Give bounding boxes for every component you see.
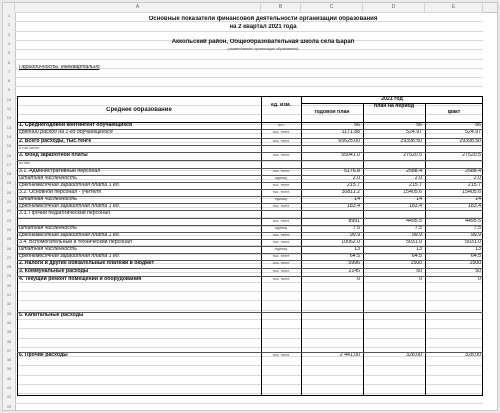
cell-plan-period[interactable]: 99.9 bbox=[411, 233, 422, 238]
row-number[interactable]: 24 bbox=[6, 226, 12, 232]
cell-plan-period[interactable]: 4495.5 bbox=[406, 219, 422, 224]
row-number[interactable]: 42 bbox=[6, 394, 12, 400]
cell-plan-period[interactable]: 50 bbox=[416, 269, 422, 274]
row-divider bbox=[17, 182, 483, 183]
grid-line bbox=[15, 86, 483, 87]
row-divider bbox=[17, 203, 483, 204]
header-plan-year: годовой план bbox=[314, 110, 350, 115]
row-divider bbox=[17, 138, 483, 139]
cell-plan-year[interactable]: 56 bbox=[354, 123, 360, 128]
cell-plan-period[interactable]: 7.5 bbox=[414, 226, 422, 231]
cell-plan-period[interactable]: 27520.5 bbox=[403, 153, 422, 158]
cell-plan-period[interactable]: 2588.4 bbox=[406, 169, 422, 174]
row-label[interactable]: 3. Коммунальные расходы bbox=[19, 269, 89, 274]
row-divider bbox=[17, 253, 483, 254]
column-header-e[interactable]: E bbox=[425, 3, 483, 12]
row-label[interactable]: средний расход на 1-го обучающегося bbox=[19, 130, 113, 135]
header-year: 2021 год bbox=[381, 97, 403, 102]
cell-plan-year[interactable]: 55041.0 bbox=[341, 153, 360, 158]
report-title: Основные показатели финансовой деятельности организации образования bbox=[148, 16, 378, 22]
row-number[interactable]: 23 bbox=[6, 217, 12, 223]
row-number[interactable]: 12 bbox=[6, 115, 12, 121]
cell-plan-year[interactable]: 2145 bbox=[348, 269, 360, 274]
cell-fact[interactable]: 328,00 bbox=[465, 353, 481, 358]
header-unit: ед. изм. bbox=[271, 103, 291, 108]
cell-plan-year[interactable]: 2.0 bbox=[352, 176, 360, 181]
row-label[interactable]: штатная численность bbox=[19, 247, 77, 252]
cell-fact[interactable]: 183.4 bbox=[468, 204, 481, 209]
row-divider bbox=[17, 232, 483, 233]
row-number[interactable]: 3 bbox=[7, 31, 11, 37]
cell-fact[interactable]: 0 bbox=[478, 277, 481, 282]
cell-fact[interactable]: 27520.5 bbox=[462, 153, 481, 158]
grid-line bbox=[15, 77, 483, 78]
row-number[interactable]: 36 bbox=[6, 338, 12, 344]
row-unit[interactable]: единиц bbox=[274, 247, 288, 251]
row-label[interactable]: 2. Всего расходы, тыс.тенге bbox=[19, 139, 92, 144]
row-number[interactable]: 38 bbox=[6, 357, 12, 363]
row-divider bbox=[17, 225, 483, 226]
row-number[interactable]: 29 bbox=[6, 273, 12, 279]
row-unit[interactable]: единиц bbox=[274, 197, 288, 201]
row-number[interactable]: 1 bbox=[7, 13, 11, 18]
row-divider bbox=[17, 196, 483, 197]
row-unit[interactable]: тыс. тенге bbox=[272, 240, 290, 244]
row-unit[interactable]: тыс. тенге bbox=[272, 169, 290, 173]
row-unit[interactable]: единиц bbox=[274, 176, 288, 180]
row-label[interactable]: штатная численность bbox=[19, 176, 77, 181]
cell-plan-year[interactable]: 5996 bbox=[348, 261, 360, 266]
row-number[interactable]: 33 bbox=[6, 310, 12, 316]
cell-plan-period[interactable]: 215.7 bbox=[409, 183, 422, 188]
row-divider bbox=[17, 168, 483, 169]
row-number[interactable]: 18 bbox=[6, 171, 12, 177]
column-header-b[interactable]: B bbox=[261, 3, 301, 12]
row-number[interactable]: 39 bbox=[6, 366, 12, 372]
row-number[interactable]: 17 bbox=[6, 161, 12, 167]
row-number[interactable]: 6 bbox=[7, 59, 11, 65]
cell-plan-period[interactable]: 5031.0 bbox=[406, 240, 422, 245]
row-unit[interactable]: тыс. тенге bbox=[272, 233, 290, 237]
row-number[interactable]: 28 bbox=[6, 264, 12, 270]
row-unit[interactable]: тыс. тенге bbox=[272, 254, 290, 258]
cell-fact[interactable]: 2.0 bbox=[473, 176, 481, 181]
row-number[interactable]: 41 bbox=[6, 385, 12, 390]
cell-plan-year[interactable]: 1171.88 bbox=[341, 130, 360, 135]
cell-fact[interactable]: 15405.6 bbox=[462, 190, 481, 195]
row-divider bbox=[17, 260, 483, 261]
cell-plan-year[interactable]: 10062.0 bbox=[341, 240, 360, 245]
cell-plan-period[interactable]: 14 bbox=[416, 197, 422, 202]
row-unit[interactable]: тыс. тенге bbox=[272, 353, 290, 357]
row-label[interactable]: среднемесячная заработная плата 1 ед. bbox=[19, 254, 121, 259]
row-number[interactable]: 40 bbox=[6, 375, 12, 381]
cell-fact[interactable]: 29398.50 bbox=[459, 139, 481, 144]
column-header-d[interactable]: D bbox=[363, 3, 425, 12]
cell-plan-period[interactable]: 13 bbox=[416, 247, 422, 252]
cell-plan-period[interactable]: 15405.6 bbox=[403, 190, 422, 195]
cell-fact[interactable]: 1500 bbox=[469, 261, 481, 266]
row-unit[interactable]: тыс. тенге bbox=[272, 277, 290, 281]
cell-fact[interactable]: 5031.0 bbox=[465, 240, 481, 245]
row-number[interactable]: 8 bbox=[7, 78, 11, 84]
header-plan-period: план на период bbox=[373, 104, 415, 109]
cell-plan-year[interactable]: 99.9 bbox=[349, 233, 360, 238]
row-number[interactable]: 27 bbox=[6, 254, 12, 260]
row-divider bbox=[17, 152, 483, 153]
report-subtitle: на 2 квартал 2021 года bbox=[229, 24, 297, 30]
row-divider bbox=[17, 175, 483, 176]
row-label[interactable]: 5. Капитальные расходы bbox=[19, 313, 84, 318]
cell-plan-year[interactable]: 2 441,00 bbox=[339, 353, 360, 358]
cell-plan-year[interactable]: 5176.8 bbox=[344, 169, 360, 174]
cell-plan-period[interactable]: 29398.50 bbox=[400, 139, 422, 144]
header-fact: факт bbox=[447, 110, 461, 115]
row-number[interactable]: 4 bbox=[7, 40, 11, 46]
header-category: Среднее образование bbox=[106, 107, 172, 113]
cell-fact[interactable]: 7.5 bbox=[473, 226, 481, 231]
row-number[interactable]: 13 bbox=[6, 124, 12, 130]
row-number[interactable]: 32 bbox=[6, 301, 12, 307]
cell-plan-year[interactable]: 8991 bbox=[348, 219, 360, 224]
cell-fact[interactable]: 215.7 bbox=[468, 183, 481, 188]
cell-fact[interactable]: 13 bbox=[475, 247, 481, 252]
cell-fact[interactable]: 50 bbox=[475, 269, 481, 274]
cell-fact[interactable]: 99.9 bbox=[470, 233, 481, 238]
row-number[interactable]: 2 bbox=[7, 22, 11, 28]
corner-cell[interactable] bbox=[3, 3, 15, 12]
row-label[interactable]: в том числе: bbox=[19, 146, 40, 150]
row-label[interactable]: 3. Фонд заработной платы bbox=[19, 153, 88, 158]
row-number[interactable]: 5 bbox=[7, 50, 11, 56]
cell-plan-year[interactable]: 183.4 bbox=[347, 204, 360, 209]
row-unit[interactable]: тыс. тенге bbox=[272, 130, 290, 134]
row-unit[interactable]: тыс. тенге bbox=[272, 190, 290, 194]
row-divider bbox=[17, 218, 483, 219]
cell-fact[interactable]: 2588.4 bbox=[465, 169, 481, 174]
row-unit[interactable]: тыс. тенге bbox=[272, 183, 290, 187]
row-label[interactable]: среднемесячная заработная плата 1 ед. bbox=[19, 204, 121, 209]
row-label[interactable]: 2. Налоги и другие обязательные платежи в бюджет bbox=[19, 261, 155, 266]
cell-plan-year[interactable]: 14 bbox=[354, 197, 360, 202]
row-number[interactable]: 26 bbox=[6, 245, 12, 251]
row-divider bbox=[17, 312, 483, 313]
row-unit[interactable]: чел. bbox=[277, 123, 285, 127]
row-divider bbox=[17, 189, 483, 190]
cell-plan-year[interactable]: 30811.2 bbox=[341, 190, 360, 195]
cell-plan-year[interactable]: 65625.00 bbox=[338, 139, 360, 144]
cell-fact[interactable]: 56 bbox=[475, 123, 481, 128]
organization-note: (наименование организации образования) bbox=[227, 47, 299, 51]
row-label[interactable]: среднемесячная заработная плата 1 ед. bbox=[19, 233, 121, 238]
grid-line bbox=[15, 12, 483, 13]
row-number[interactable]: 34 bbox=[6, 319, 12, 325]
cell-plan-year[interactable]: 215.7 bbox=[347, 183, 360, 188]
cell-fact[interactable]: 524.97 bbox=[465, 130, 481, 135]
row-divider bbox=[17, 246, 483, 247]
row-label[interactable]: 1. Среднегодовой контингент обучающихся bbox=[19, 123, 133, 128]
row-label[interactable]: 4. Текущий ремонт помещений и оборудования bbox=[19, 277, 142, 282]
row-number[interactable]: 9 bbox=[7, 87, 11, 93]
grid-line bbox=[15, 59, 483, 60]
cell-fact[interactable]: 64.5 bbox=[470, 254, 481, 259]
row-label[interactable]: из них: bbox=[19, 161, 31, 165]
organization-name: Аккольский район, Общеобразовательная школа села Барап bbox=[171, 39, 355, 45]
cell-plan-year[interactable]: 7.5 bbox=[352, 226, 360, 231]
cell-plan-period[interactable]: 0 bbox=[419, 277, 422, 282]
row-unit[interactable]: тыс. тенге bbox=[272, 219, 290, 223]
row-label[interactable]: 3.3. Прочий педагогический персонал bbox=[19, 211, 110, 216]
row-unit[interactable]: тыс. тенге bbox=[272, 204, 290, 208]
row-number[interactable]: 19 bbox=[6, 180, 12, 186]
row-unit[interactable]: тыс. тенге bbox=[272, 153, 290, 157]
row-divider bbox=[17, 129, 483, 130]
cell-fact[interactable]: 4495.5 bbox=[465, 219, 481, 224]
row-divider bbox=[17, 145, 483, 146]
row-unit[interactable]: тыс. тенге bbox=[272, 139, 290, 143]
row-number[interactable]: 20 bbox=[6, 189, 12, 195]
column-header-c[interactable]: C bbox=[301, 3, 363, 12]
row-label[interactable]: среднемесячная заработная плата 1 ед. bbox=[19, 183, 121, 188]
row-divider bbox=[17, 268, 483, 269]
cell-plan-year[interactable]: 13 bbox=[354, 247, 360, 252]
row-number[interactable]: 15 bbox=[6, 143, 12, 149]
row-number[interactable]: 37 bbox=[6, 347, 12, 353]
row-number[interactable]: 25 bbox=[6, 236, 12, 242]
row-label[interactable]: 3.2. Основной персонал - учителя bbox=[19, 190, 101, 195]
grid-line bbox=[15, 403, 483, 404]
row-label[interactable]: 3.4. Вспомогательный и технический персонал bbox=[19, 240, 132, 245]
row-number[interactable]: 11 bbox=[6, 106, 12, 111]
row-number[interactable]: 14 bbox=[6, 133, 12, 139]
cell-plan-period[interactable]: 524.97 bbox=[406, 130, 422, 135]
row-number[interactable]: 43 bbox=[6, 403, 12, 409]
row-label[interactable]: штатная численность bbox=[19, 226, 77, 231]
row-number[interactable]: 31 bbox=[6, 292, 12, 297]
row-label[interactable]: 3.1. Административный персонал bbox=[19, 169, 101, 174]
row-divider bbox=[17, 160, 483, 161]
cell-plan-year[interactable]: 64.5 bbox=[349, 254, 360, 259]
row-number[interactable]: 10 bbox=[6, 96, 12, 102]
cell-plan-period[interactable]: 183.4 bbox=[409, 204, 422, 209]
cell-fact[interactable]: 14 bbox=[475, 197, 481, 202]
periodicity: Периодичность: ежеквартально bbox=[19, 65, 100, 70]
row-divider bbox=[17, 210, 483, 211]
cell-plan-year[interactable]: 0 bbox=[357, 277, 360, 282]
row-divider bbox=[17, 239, 483, 240]
row-unit[interactable]: тыс. тенге bbox=[272, 261, 290, 265]
row-label[interactable]: 6. Прочие расходы bbox=[19, 353, 68, 358]
row-number[interactable]: 21 bbox=[6, 199, 12, 204]
spreadsheet bbox=[2, 2, 498, 411]
row-number[interactable]: 30 bbox=[6, 282, 12, 288]
cell-plan-period[interactable]: 56 bbox=[416, 123, 422, 128]
row-divider bbox=[17, 276, 483, 277]
cell-plan-period[interactable]: 328,00 bbox=[406, 353, 422, 358]
column-header-a[interactable]: A bbox=[15, 3, 261, 12]
cell-plan-period[interactable]: 1500 bbox=[410, 261, 422, 266]
cell-plan-period[interactable]: 64.5 bbox=[411, 254, 422, 259]
cell-plan-period[interactable]: 2.0 bbox=[414, 176, 422, 181]
row-divider bbox=[17, 352, 483, 353]
row-header-bar[interactable] bbox=[3, 12, 16, 410]
row-number[interactable]: 35 bbox=[6, 329, 12, 335]
row-unit[interactable]: единиц bbox=[274, 226, 288, 230]
row-number[interactable]: 7 bbox=[7, 68, 11, 74]
row-label[interactable]: штатная численность bbox=[19, 197, 77, 202]
row-number[interactable]: 16 bbox=[6, 152, 12, 158]
row-number[interactable]: 22 bbox=[6, 208, 12, 214]
row-unit[interactable]: тыс. тенге bbox=[272, 269, 290, 273]
